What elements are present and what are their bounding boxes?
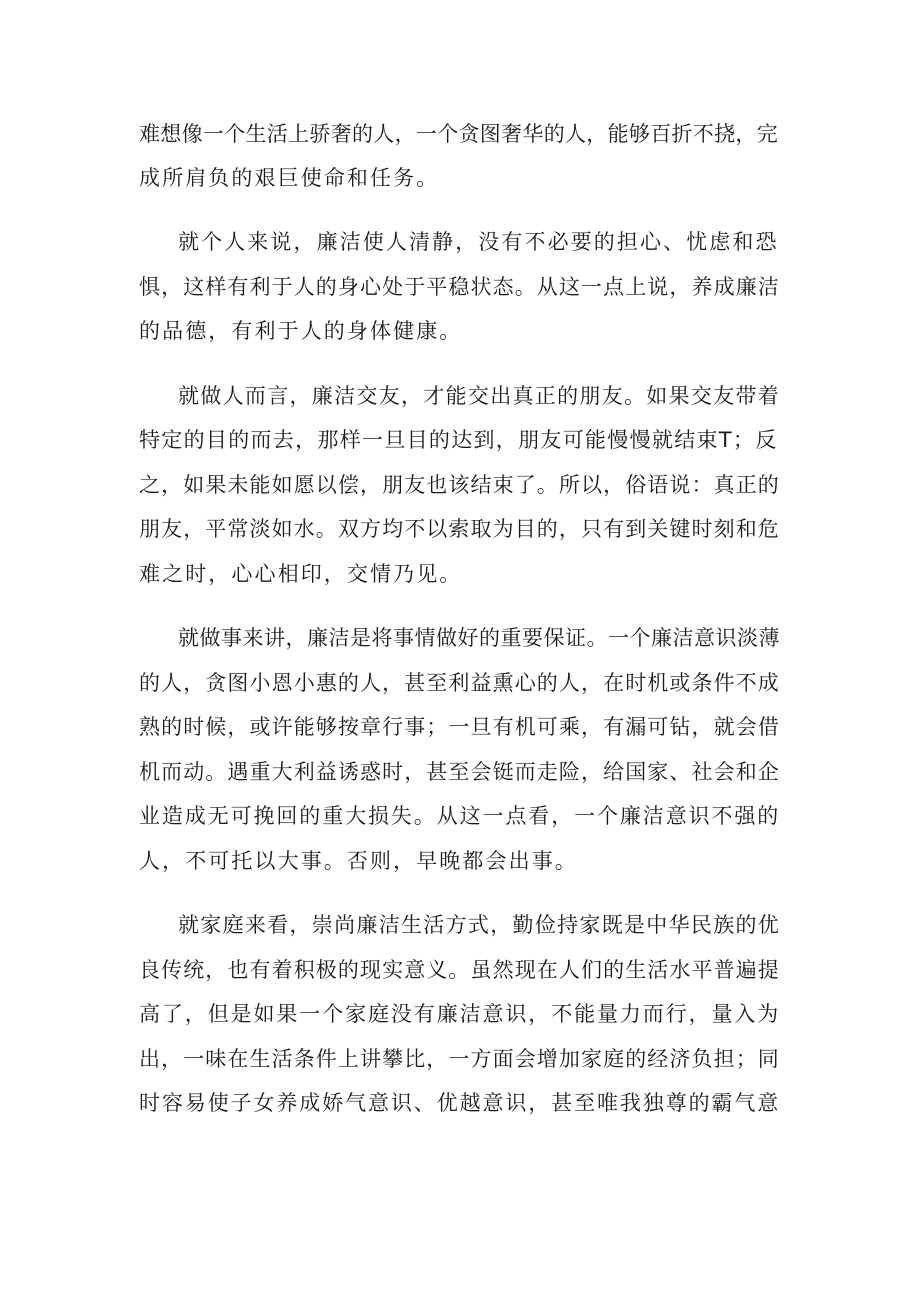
paragraph-3-line-2: 特定的目的而去，那样一旦目的达到，朋友可能慢慢就结束T；反 [139,428,778,452]
paragraph-4-line-2: 的人，贪图小恩小惠的人，甚至利益熏心的人，在时机或条件不成 [139,671,780,695]
paragraph-5-line-2: 良传统，也有着积极的现实意义。虽然现在人们的生活水平普遍提 [139,958,780,982]
paragraph-5-line-4: 出，一味在生活条件上讲攀比，一方面会增加家庭的经济负担；同 [139,1047,780,1071]
paragraph-1-line-2: 成所肩负的艰巨使命和任务。 [139,166,440,190]
paragraph-3-line-1: 就做人而言，廉洁交友，才能交出真正的朋友。如果交友带着 [178,384,781,408]
paragraph-5-line-5: 时容易使子女养成娇气意识、优越意识，甚至唯我独尊的霸气意 [139,1091,781,1115]
paragraph-2-line-2: 惧，这样有利于人的身心处于平稳状态。从这一点上说，养成廉洁 [139,275,780,299]
paragraph-4-line-4: 机而动。遇重大利益诱惑时，甚至会铤而走险，给国家、社会和企 [139,760,780,784]
paragraph-2-line-1: 就个人来说，廉洁使人清静，没有不必要的担心、忧虑和恐 [178,230,779,254]
paragraph-4-line-3: 熟的时候，或许能够按章行事；一旦有机可乘，有漏可钻，就会借 [139,715,780,739]
paragraph-4-line-1: 就做事来讲，廉洁是将事情做好的重要保证。一个廉洁意识淡薄 [178,626,780,650]
paragraph-3-line-4: 朋友，平常淡如水。双方均不以索取为目的，只有到关键时刻和危 [139,517,780,541]
paragraph-1-line-1: 难想像一个生活上骄奢的人，一个贪图奢华的人，能够百折不挠，完 [139,122,778,146]
paragraph-4-line-6: 人，不可托以大事。否则，早晚都会出事。 [139,849,578,873]
paragraph-5-line-3: 高了，但是如果一个家庭没有廉洁意识，不能量力而行，量入为 [139,1002,781,1026]
paragraph-4-line-5: 业造成无可挽回的重大损失。从这一点看，一个廉洁意识不强的 [139,804,781,828]
paragraph-3-line-3: 之，如果未能如愿以偿，朋友也该结束了。所以，俗语说：真正的 [139,473,780,497]
paragraph-2-line-3: 的品德，有利于人的身体健康。 [139,319,463,343]
paragraph-3-line-5: 难之时，心心相印，交情乃见。 [139,562,463,586]
paragraph-5-line-1: 就家庭来看，崇尚廉洁生活方式，勤俭持家既是中华民族的优 [178,913,781,937]
